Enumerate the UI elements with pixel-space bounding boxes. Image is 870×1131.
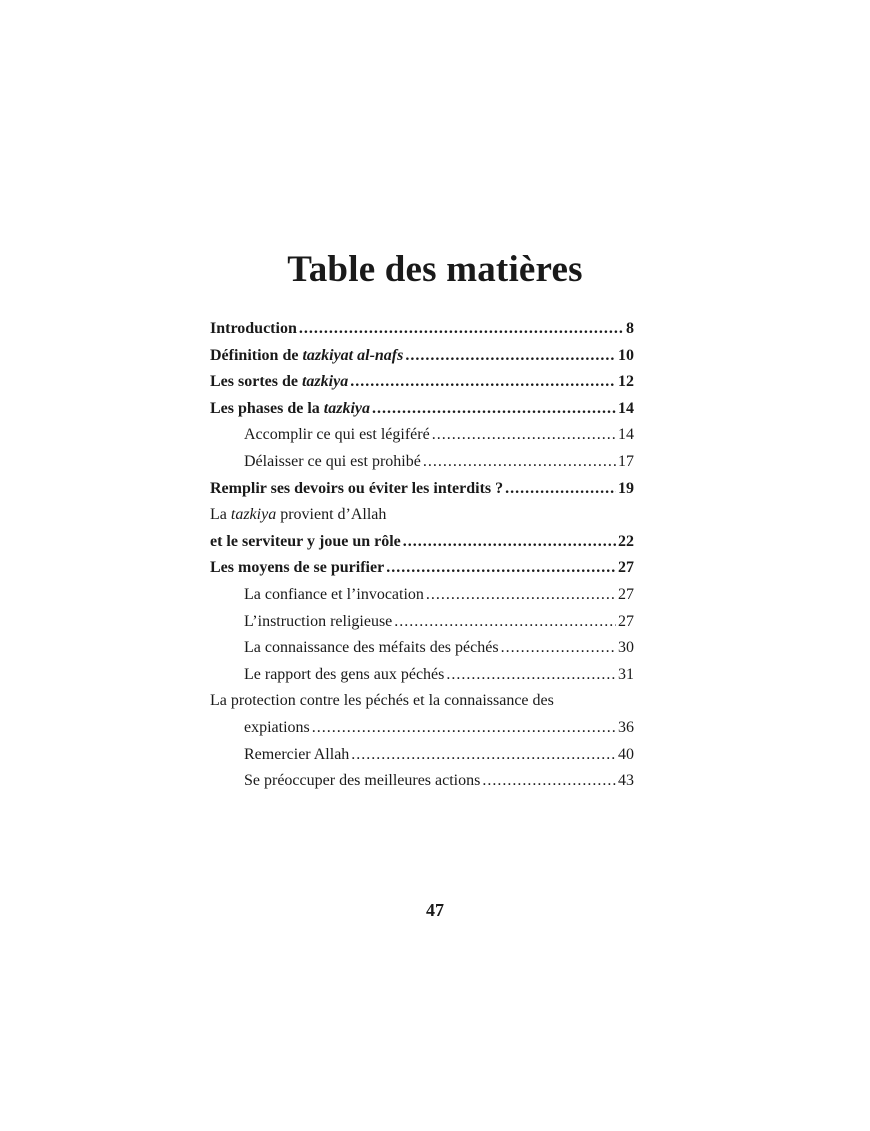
dot-leader <box>351 742 616 769</box>
toc-label-italic: tazkiya <box>301 373 349 391</box>
toc-label-italic: tazkiyat al-nafs <box>302 346 404 364</box>
toc-label-text: La confiance et l’invocation <box>244 585 424 603</box>
toc-page-number: 10 <box>618 346 634 364</box>
toc-entry-label <box>210 369 348 396</box>
toc-page-number: 30 <box>618 639 634 657</box>
toc-page-number: 36 <box>618 718 634 736</box>
toc-page-number: 14 <box>618 426 634 444</box>
toc-entry-row <box>210 449 634 476</box>
toc-page-number: 27 <box>618 612 634 630</box>
toc-label-text: Les phases de la <box>210 399 324 417</box>
toc-entry-row <box>210 343 634 370</box>
toc-page-number: 27 <box>618 559 634 577</box>
toc-entry-row <box>210 742 634 769</box>
toc-entry-row <box>210 662 634 689</box>
toc-label-text: Introduction <box>210 320 297 337</box>
dot-leader <box>505 476 616 503</box>
toc-entry-label <box>244 609 392 636</box>
toc-page-number: 27 <box>618 585 634 603</box>
toc-entry <box>210 502 634 555</box>
page-title: Table des matières <box>287 249 583 290</box>
toc-entry <box>210 768 634 795</box>
toc-entry-row <box>210 768 634 795</box>
toc-entry-row <box>210 422 634 449</box>
toc-entry-label <box>210 555 384 582</box>
toc-page-number: 12 <box>618 373 634 391</box>
toc-entry-row <box>210 555 634 582</box>
toc-entry-label <box>210 692 554 709</box>
dot-leader <box>432 422 616 449</box>
toc-entry-row <box>210 316 634 343</box>
dot-leader <box>386 555 616 582</box>
toc-entry-label <box>210 343 403 370</box>
table-of-contents <box>210 316 634 795</box>
toc-entry-label <box>244 449 421 476</box>
toc-entry-label <box>210 476 503 503</box>
toc-page-number: 14 <box>618 399 634 417</box>
toc-page-number: 43 <box>618 772 634 790</box>
toc-label-text: La protection contre les péchés et la connaissance des <box>210 692 554 710</box>
toc-page-number: 40 <box>618 745 634 763</box>
toc-entry-line <box>210 502 634 529</box>
toc-label-text: provient d’Allah <box>276 506 387 524</box>
toc-label-text: La connaissance des méfaits des péchés <box>244 639 499 657</box>
toc-entry <box>210 449 634 476</box>
toc-label-text: Se préoccuper des meilleures actions <box>244 772 481 790</box>
toc-label-text: Définition de <box>210 346 303 364</box>
dot-leader <box>405 343 616 370</box>
toc-entry-label <box>244 582 424 609</box>
toc-entry-label <box>210 506 386 523</box>
toc-entry-row <box>210 715 634 742</box>
toc-label-text: Les sortes de <box>210 373 302 391</box>
toc-label-text: Le rapport des gens aux péchés <box>244 665 445 683</box>
dot-leader <box>350 369 616 396</box>
toc-entry-label: expiations <box>244 718 310 736</box>
toc-entry <box>210 369 634 396</box>
toc-entry <box>210 582 634 609</box>
toc-entry-row <box>210 476 634 503</box>
toc-label-text: Délaisser ce qui est prohibé <box>244 452 421 470</box>
toc-entry <box>210 635 634 662</box>
dot-leader <box>394 609 616 636</box>
dot-leader <box>312 715 616 742</box>
toc-page-number: 17 <box>618 452 634 470</box>
toc-entry-label <box>244 662 444 689</box>
dot-leader <box>423 449 616 476</box>
toc-entry <box>210 396 634 423</box>
toc-page-number: 22 <box>618 532 634 550</box>
toc-entry <box>210 688 634 741</box>
toc-entry-label <box>244 768 480 795</box>
dot-leader <box>501 635 616 662</box>
toc-entry-row <box>210 369 634 396</box>
toc-label-italic: tazkiya <box>323 399 371 417</box>
toc-entry <box>210 316 634 343</box>
toc-entry <box>210 555 634 582</box>
toc-entry-label <box>244 635 499 662</box>
toc-entry-label: et le serviteur y joue un rôle <box>210 532 401 550</box>
toc-entry-line <box>210 688 634 715</box>
dot-leader <box>299 316 624 343</box>
toc-entry <box>210 662 634 689</box>
toc-page-number: 8 <box>626 320 634 337</box>
dot-leader <box>403 529 616 556</box>
toc-entry-row <box>210 529 634 556</box>
toc-entry-row <box>210 609 634 636</box>
toc-entry-row <box>210 396 634 423</box>
toc-entry-row <box>210 635 634 662</box>
toc-entry-label <box>210 316 297 343</box>
toc-entry <box>210 476 634 503</box>
toc-page-number: 31 <box>618 665 634 683</box>
toc-entry <box>210 609 634 636</box>
toc-entry-label <box>244 742 349 769</box>
toc-entry-label <box>244 422 430 449</box>
toc-label-text: Remplir ses devoirs ou éviter les interdits ? <box>210 479 504 497</box>
dot-leader <box>372 396 616 423</box>
dot-leader <box>426 582 616 609</box>
dot-leader <box>482 768 616 795</box>
toc-entry <box>210 422 634 449</box>
toc-label-text: Remercier Allah <box>244 745 350 763</box>
toc-entry <box>210 742 634 769</box>
toc-label-text: La <box>210 506 231 524</box>
toc-label-text: Accomplir ce qui est légiféré <box>244 426 430 444</box>
toc-entry-row <box>210 582 634 609</box>
toc-entry <box>210 343 634 370</box>
toc-label-italic: tazkiya <box>230 506 277 524</box>
dot-leader <box>446 662 616 689</box>
toc-label-text: Les moyens de se purifier <box>210 559 385 577</box>
toc-entry-label <box>210 396 370 423</box>
page-number: 47 <box>426 900 444 920</box>
toc-label-text: L’instruction religieuse <box>244 612 393 630</box>
toc-page-number: 19 <box>618 479 634 497</box>
